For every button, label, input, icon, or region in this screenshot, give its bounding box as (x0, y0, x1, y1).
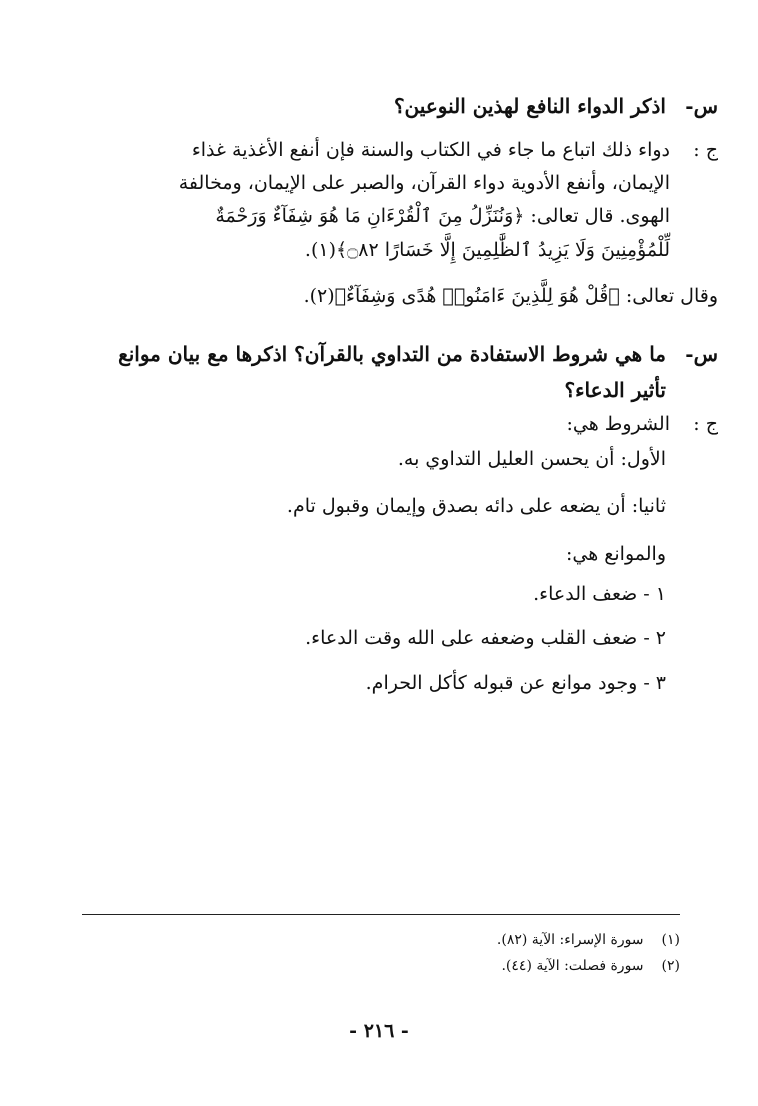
footnote-text: سورة فصلت: الآية (٤٤). (501, 958, 644, 974)
answer-label: ج : (693, 413, 718, 435)
answer-line: دواء ذلك اتباع ما جاء في الكتاب والسنة فإن أنفع الأغذية غذاء (191, 139, 670, 161)
footnote (501, 958, 680, 974)
answer-line: الإيمان، وأنفع الأدوية دواء القرآن، والصبر على الإيمان، ومخالفة (178, 172, 670, 194)
footnote-number: (١) (661, 932, 680, 948)
obstacle-item: ٣ - وجود موانع عن قبوله كأكل الحرام. (365, 672, 666, 694)
question-text: ما هي شروط الاستفادة من التداوي بالقرآن؟ اذكرها مع بيان موانع (118, 342, 666, 366)
answer-label: ج : (693, 139, 718, 161)
answer-2 (43, 408, 718, 444)
condition-item: الأول: أن يحسن العليل التداوي به. (397, 448, 666, 470)
answer-intro: الشروط هي: (566, 413, 670, 435)
question-label: س- (685, 94, 718, 118)
page-number: - ٢١٦ - (349, 1020, 409, 1042)
condition-item: ثانيا: أن يضعه على دائه بصدق وإيمان وقبول تام. (286, 495, 666, 517)
question-text: تأثير الدعاء؟ (564, 378, 666, 402)
footnote (497, 932, 680, 948)
footnote-number: (٢) (661, 958, 680, 974)
obstacle-item: ١ - ضعف الدعاء. (533, 583, 666, 605)
obstacles-heading: والموانع هي: (565, 543, 666, 565)
question-1 (43, 88, 718, 124)
question-2 (43, 336, 718, 408)
quran-verse-line: وقال تعالى: ﴿قُلْ هُوَ لِلَّذِينَ ءَامَنُوا۟ هُدًى وَشِفَآءٌ﴾(٢). (303, 285, 718, 307)
question-label: س- (685, 342, 718, 366)
answer-1 (43, 134, 718, 304)
quran-verse-line: لِّلْمُؤْمِنِينَ وَلَا يَزِيدُ ٱلظَّٰلِمِينَ إِلَّا خَسَارًا ۝٨٢﴾(١). (304, 239, 670, 261)
footnote-text: سورة الإسراء: الآية (٨٢). (496, 932, 644, 948)
obstacle-item: ٢ - ضعف القلب وضعفه على الله وقت الدعاء. (305, 627, 666, 649)
footnote-divider (82, 914, 680, 915)
question-text: اذكر الدواء النافع لهذين النوعين؟ (393, 94, 666, 118)
answer-1-quote (43, 280, 718, 316)
answer-line: الهوى. قال تعالى: ﴿وَنُنَزِّلُ مِنَ ٱلْقُرْءَانِ مَا هُوَ شِفَآءٌ وَرَحْمَةٌ (215, 205, 670, 227)
